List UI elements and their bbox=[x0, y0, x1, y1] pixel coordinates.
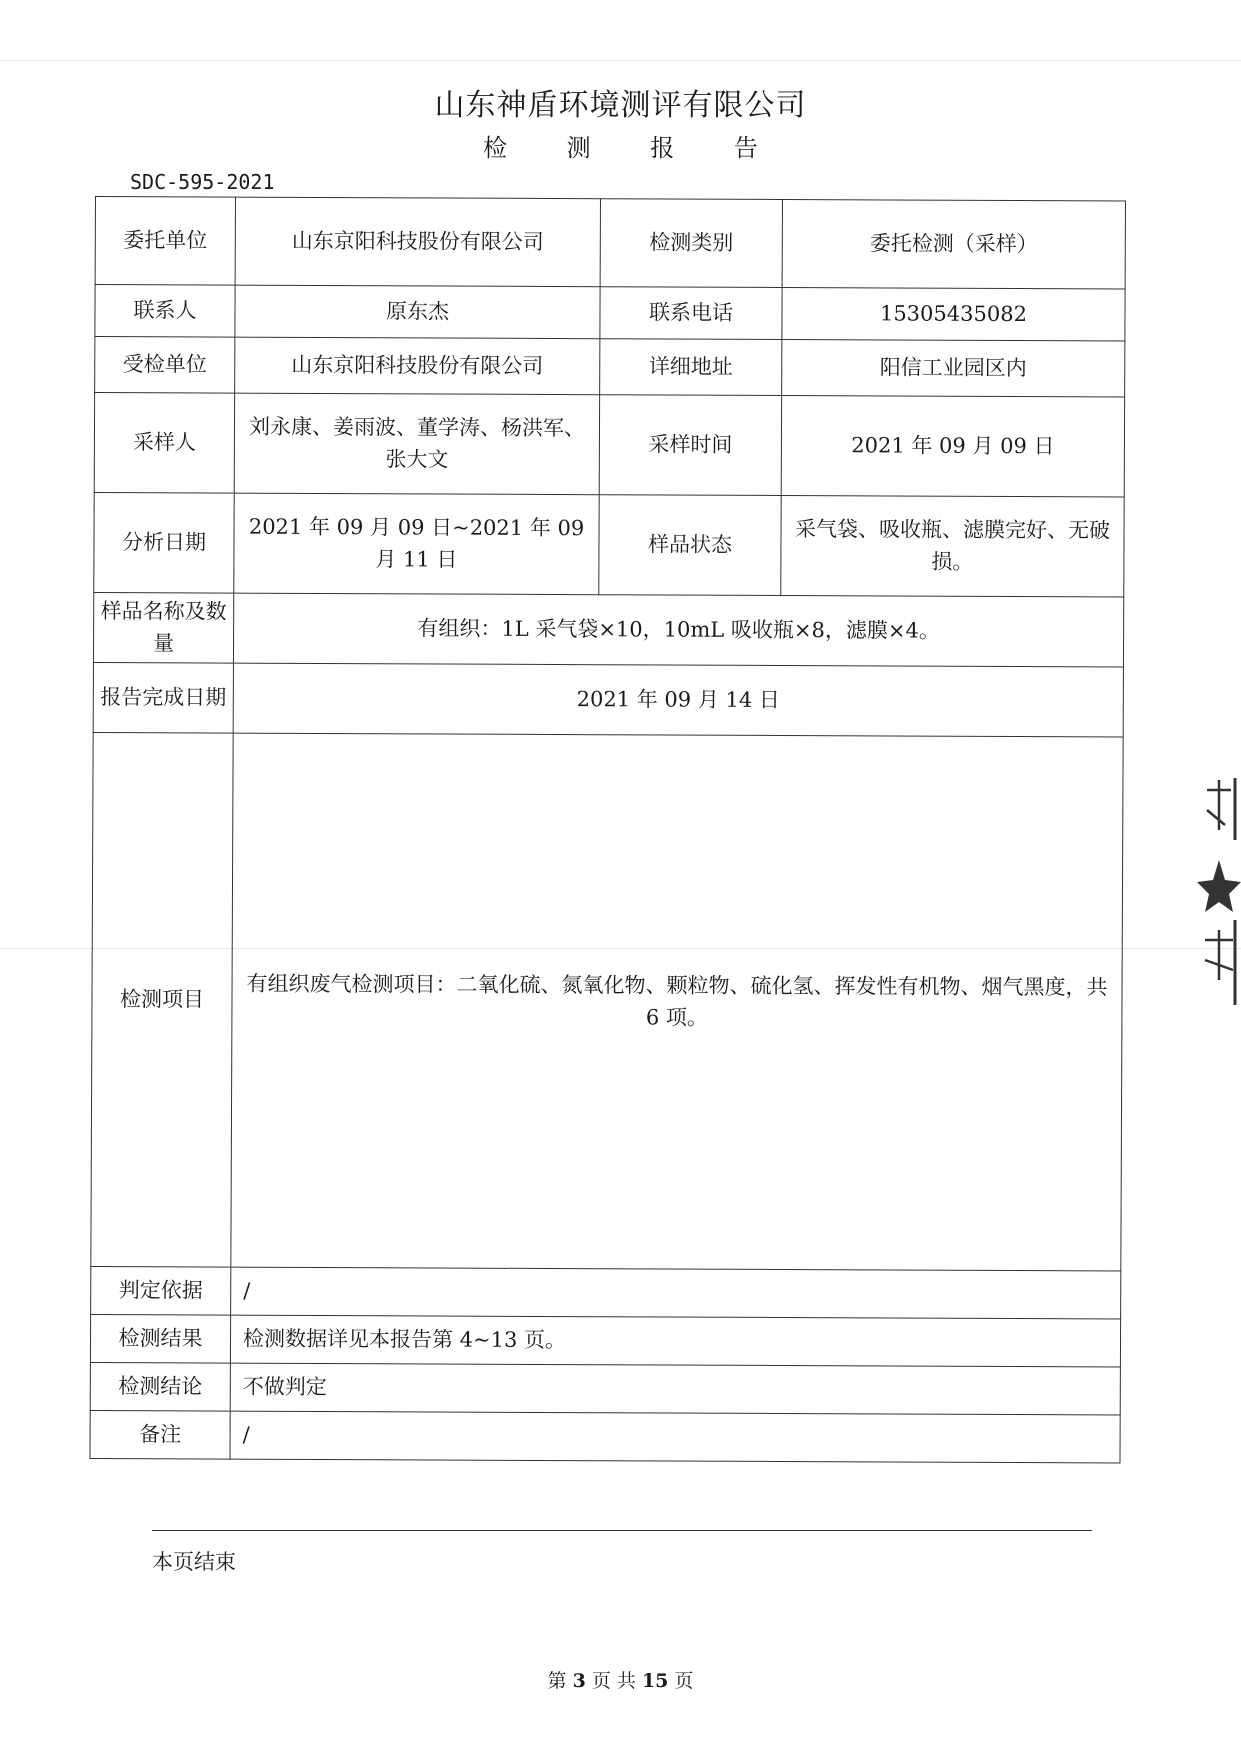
sample-state-value: 采气袋、吸收瓶、滤膜完好、无破损。 bbox=[781, 495, 1124, 596]
table-row bbox=[93, 592, 1123, 666]
table-row bbox=[95, 285, 1125, 341]
test-type-label: 检测类别 bbox=[600, 199, 782, 288]
table-row bbox=[93, 662, 1123, 736]
completion-date-value: 2021 年 09 月 14 日 bbox=[233, 663, 1123, 737]
address-value: 阳信工业园区内 bbox=[782, 339, 1125, 396]
scan-fold-line bbox=[0, 60, 1241, 61]
report-info-table bbox=[89, 196, 1126, 1463]
result-value: 检测数据详见本报告第 4~13 页。 bbox=[230, 1315, 1120, 1367]
completion-date-label: 报告完成日期 bbox=[93, 662, 233, 733]
table-row bbox=[94, 393, 1124, 497]
contact-label: 联系人 bbox=[95, 285, 235, 338]
table-row bbox=[90, 1410, 1120, 1462]
report-number: SDC-595-2021 bbox=[130, 170, 275, 194]
table-row bbox=[95, 197, 1125, 289]
test-items-label: 检测项目 bbox=[91, 732, 233, 1267]
table-row bbox=[90, 1362, 1120, 1414]
sample-name-label: 样品名称及数量 bbox=[93, 592, 233, 663]
test-type-value: 委托检测（采样） bbox=[782, 199, 1125, 288]
inspected-unit-value: 山东京阳科技股份有限公司 bbox=[235, 337, 600, 395]
page-middle: 页 共 bbox=[591, 1670, 636, 1692]
inspected-unit-label: 受检单位 bbox=[95, 337, 235, 394]
table-row bbox=[95, 337, 1125, 397]
company-name: 山东神盾环境测评有限公司 bbox=[434, 88, 807, 123]
remark-value: / bbox=[230, 1411, 1120, 1463]
sample-state-label: 样品状态 bbox=[599, 495, 781, 596]
table-row bbox=[91, 1266, 1121, 1318]
table-row bbox=[94, 492, 1124, 596]
page-end-rule bbox=[152, 1530, 1092, 1531]
client-label: 委托单位 bbox=[95, 197, 235, 286]
page-suffix: 页 bbox=[674, 1670, 694, 1692]
remark-label: 备注 bbox=[90, 1410, 230, 1459]
sample-name-value: 有组织：1L 采气袋×10，10mL 吸收瓶×8，滤膜×4。 bbox=[233, 593, 1123, 667]
result-label: 检测结果 bbox=[90, 1314, 230, 1363]
sample-time-label: 采样时间 bbox=[599, 395, 781, 496]
page-end-note: 本页结束 bbox=[152, 1550, 236, 1574]
sampler-value: 刘永康、姜雨波、董学涛、杨洪军、张大文 bbox=[234, 393, 599, 495]
analysis-date-label: 分析日期 bbox=[94, 492, 234, 593]
sample-time-value: 2021 年 09 月 09 日 bbox=[781, 395, 1124, 496]
test-items-value: 有组织废气检测项目：二氧化硫、氮氧化物、颗粒物、硫化氢、挥发性有机物、烟气黑度，共 6 项。 bbox=[231, 733, 1123, 1271]
report-title: 检 测 报 告 bbox=[483, 134, 784, 162]
conclusion-label: 检测结论 bbox=[90, 1362, 230, 1411]
page-current: 3 bbox=[572, 1670, 586, 1692]
contact-value: 原东杰 bbox=[235, 285, 600, 339]
phone-value: 15305435082 bbox=[782, 287, 1125, 340]
analysis-date-value: 2021 年 09 月 09 日~2021 年 09 月 11 日 bbox=[234, 493, 599, 595]
table-row bbox=[91, 732, 1123, 1270]
basis-value: / bbox=[231, 1267, 1121, 1319]
table-row bbox=[90, 1314, 1120, 1366]
sampler-label: 采样人 bbox=[94, 393, 234, 494]
partial-stamp-seal bbox=[1195, 770, 1241, 1010]
page-total: 15 bbox=[641, 1670, 669, 1692]
phone-label: 联系电话 bbox=[600, 287, 782, 340]
basis-label: 判定依据 bbox=[91, 1266, 231, 1315]
conclusion-value: 不做判定 bbox=[230, 1363, 1120, 1415]
client-value: 山东京阳科技股份有限公司 bbox=[235, 197, 600, 287]
page-prefix: 第 bbox=[547, 1670, 567, 1692]
page-number bbox=[0, 1666, 1241, 1693]
address-label: 详细地址 bbox=[600, 339, 782, 396]
